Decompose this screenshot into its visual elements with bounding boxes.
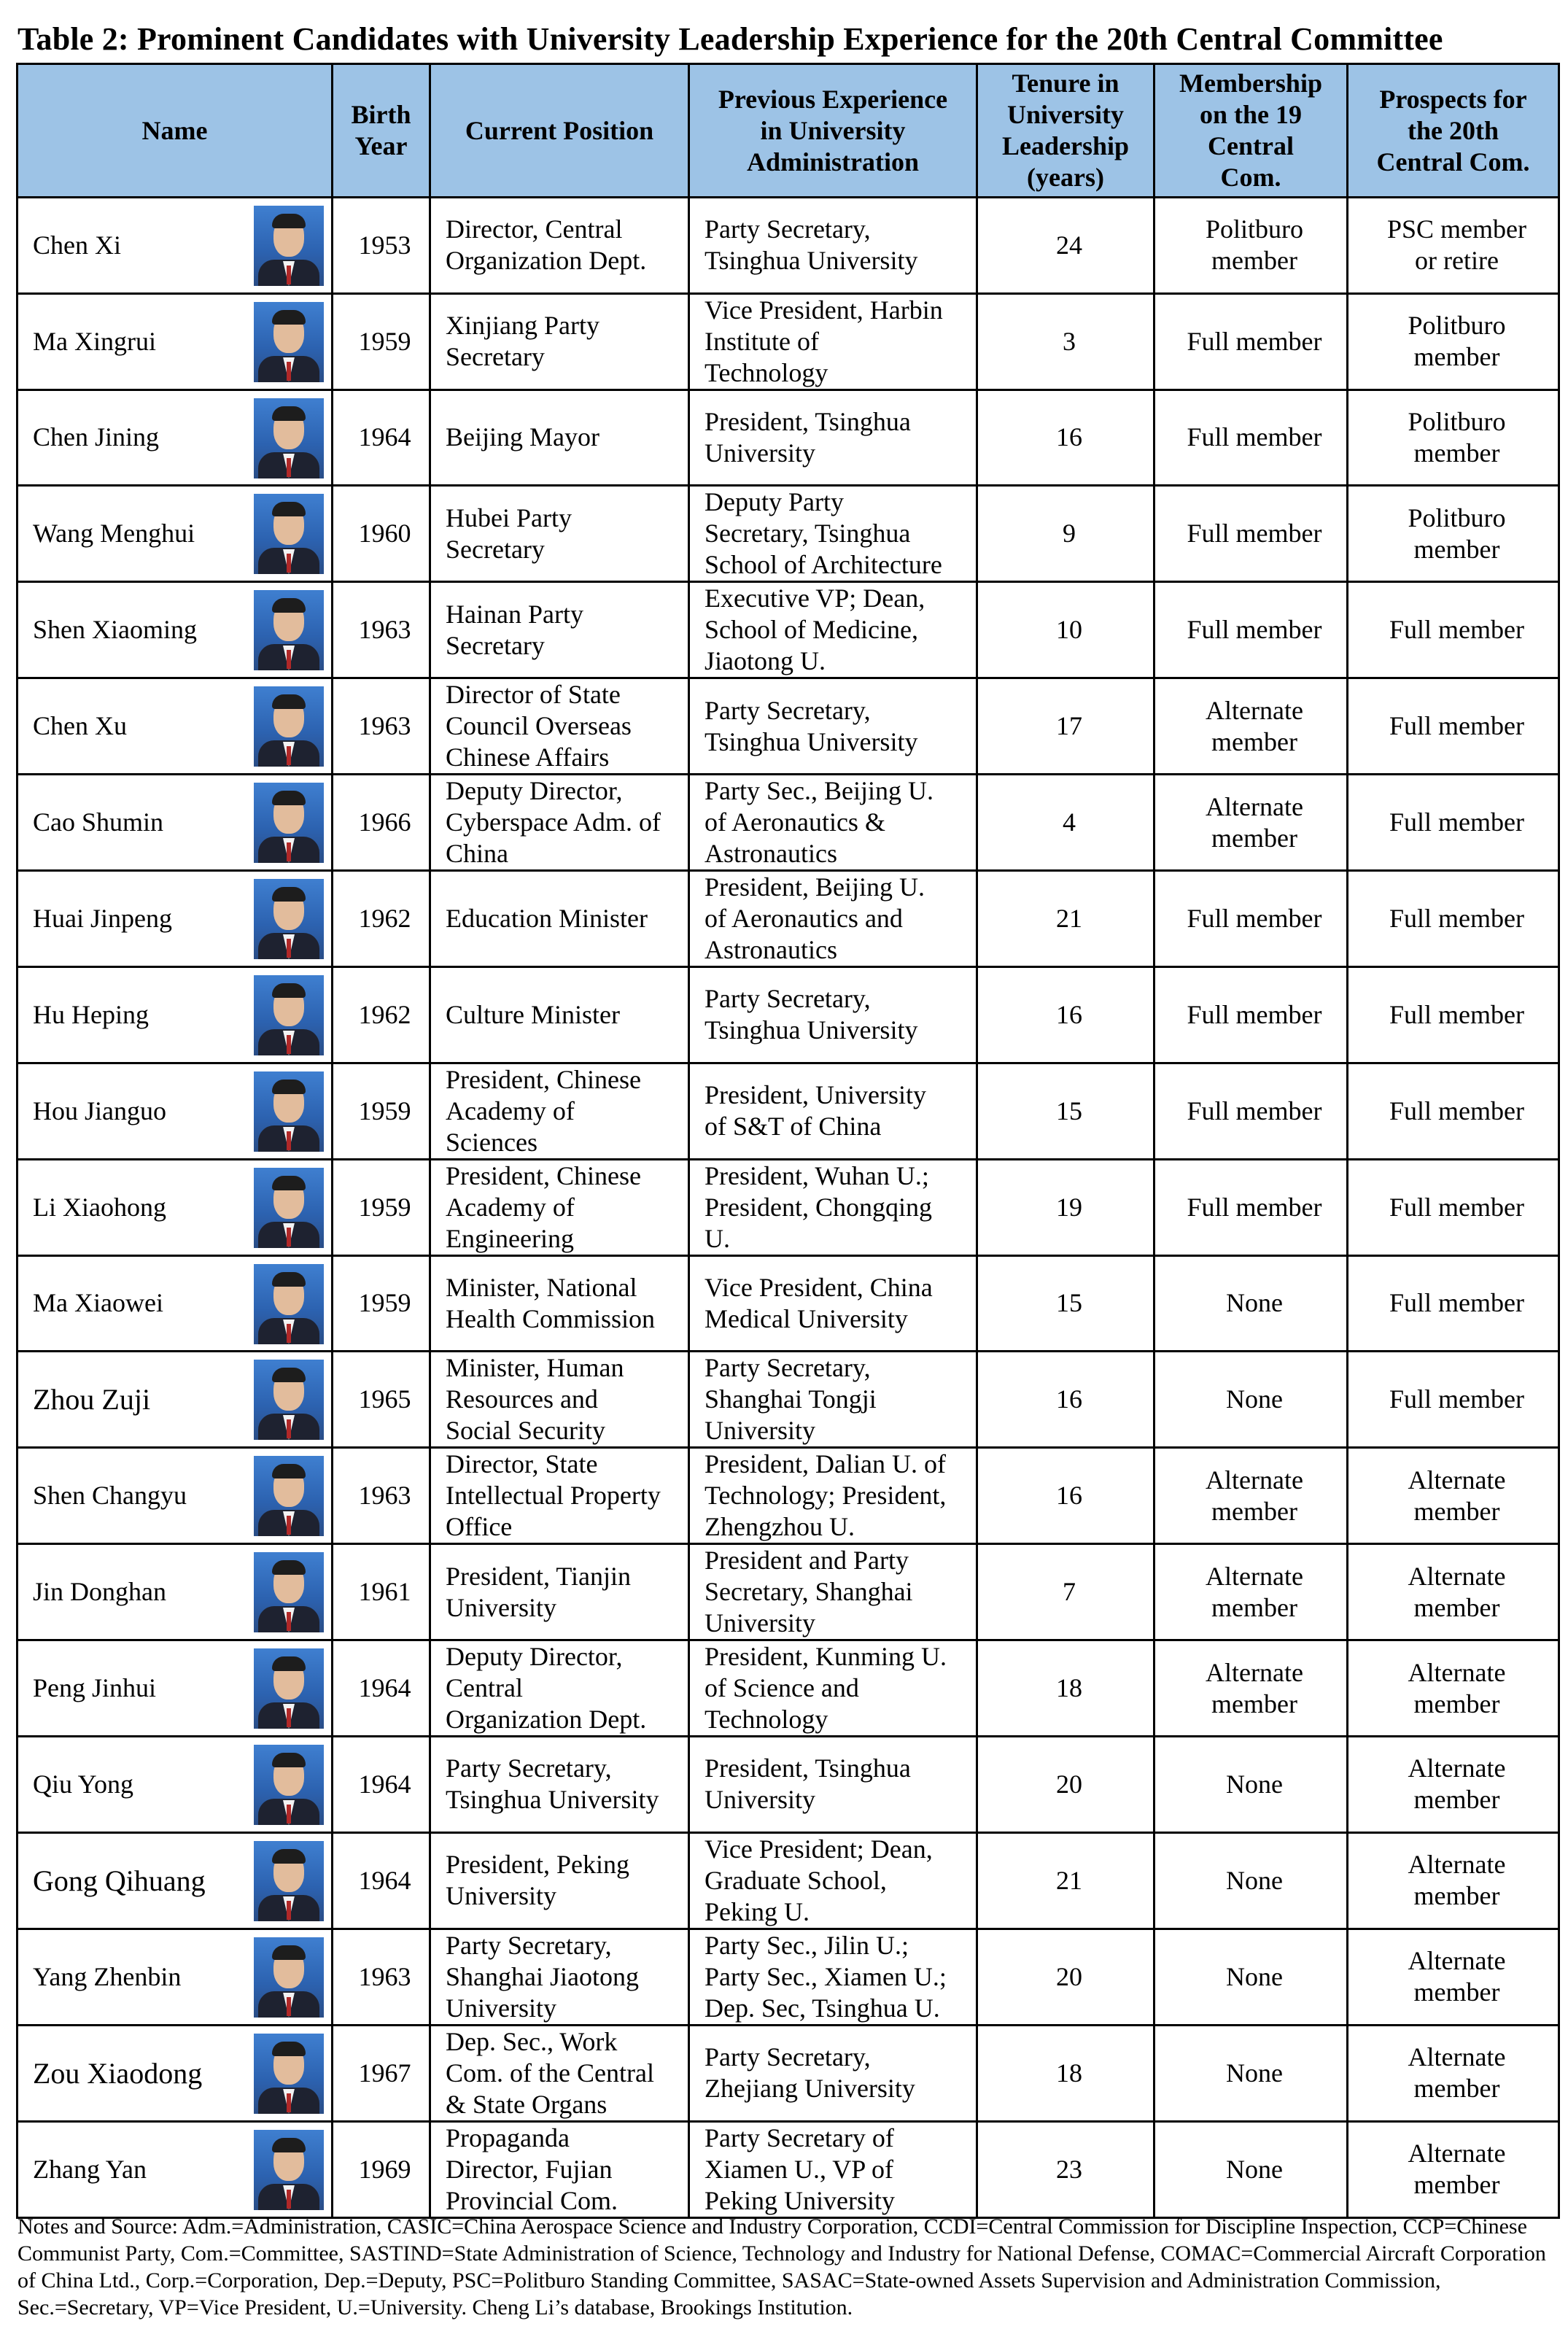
- name-cell: [18, 871, 333, 967]
- prospects-cell: Politburo member: [1348, 486, 1559, 582]
- candidate-photo: [254, 1264, 324, 1344]
- name-cell: [18, 967, 333, 1063]
- birth-year-cell: 1953: [333, 198, 430, 294]
- current-position-cell: Hainan Party Secretary: [430, 582, 689, 678]
- tenure-cell: 18: [977, 1640, 1154, 1737]
- header-tenure: Tenure in University Leadership (years): [977, 64, 1154, 198]
- tenure-cell: 24: [977, 198, 1154, 294]
- name-cell: [18, 1448, 333, 1544]
- table-row: [18, 1737, 1559, 1833]
- current-position-cell: President, Chinese Academy of Sciences: [430, 1063, 689, 1159]
- candidate-name: Ma Xiaowei: [33, 1288, 163, 1318]
- current-position-cell: Minister, Human Resources and Social Security: [430, 1352, 689, 1448]
- name-cell: [18, 390, 333, 486]
- birth-year-cell: 1959: [333, 1063, 430, 1159]
- membership-cell: Alternate member: [1154, 775, 1348, 871]
- current-position-cell: Hubei Party Secretary: [430, 486, 689, 582]
- candidate-name: Gong Qihuang: [33, 1864, 206, 1897]
- candidate-photo: [254, 686, 324, 767]
- candidate-name: Chen Xi: [33, 230, 121, 260]
- membership-cell: Full member: [1154, 967, 1348, 1063]
- tenure-cell: 4: [977, 775, 1154, 871]
- candidate-name: Zou Xiaodong: [33, 2056, 203, 2090]
- name-cell: [18, 1737, 333, 1833]
- header-membership: Membership on the 19 Central Com.: [1154, 64, 1348, 198]
- name-cell: [18, 1544, 333, 1640]
- previous-experience-cell: Party Secretary, Shanghai Tongji University: [689, 1352, 977, 1448]
- tenure-cell: 21: [977, 1832, 1154, 1929]
- candidate-photo: [254, 1648, 324, 1729]
- candidate-name: Jin Donghan: [33, 1577, 166, 1606]
- current-position-cell: President, Peking University: [430, 1832, 689, 1929]
- candidate-photo: [254, 1456, 324, 1536]
- table-row: [18, 1929, 1559, 2025]
- current-position-cell: Culture Minister: [430, 967, 689, 1063]
- candidate-photo: [254, 1168, 324, 1248]
- current-position-cell: Minister, National Health Commission: [430, 1255, 689, 1352]
- membership-cell: None: [1154, 1255, 1348, 1352]
- tenure-cell: 15: [977, 1255, 1154, 1352]
- candidate-photo: [254, 1071, 324, 1152]
- previous-experience-cell: Vice President; Dean, Graduate School, Peking U.: [689, 1832, 977, 1929]
- current-position-cell: Director, Central Organization Dept.: [430, 198, 689, 294]
- membership-cell: None: [1154, 1352, 1348, 1448]
- candidate-photo: [254, 975, 324, 1055]
- candidate-name: Zhang Yan: [33, 2154, 147, 2184]
- tenure-cell: 18: [977, 2025, 1154, 2121]
- candidate-name: Zhou Zuji: [33, 1383, 151, 1416]
- candidate-photo: [254, 2034, 324, 2114]
- candidate-name: Ma Xingrui: [33, 326, 156, 356]
- candidate-photo: [254, 1937, 324, 2018]
- candidate-photo: [254, 494, 324, 574]
- candidate-name: Chen Jining: [33, 422, 160, 452]
- table-row: [18, 967, 1559, 1063]
- table-row: [18, 1448, 1559, 1544]
- table-row: [18, 775, 1559, 871]
- tenure-cell: 16: [977, 1448, 1154, 1544]
- name-cell: [18, 198, 333, 294]
- candidate-name: Peng Jinhui: [33, 1673, 157, 1702]
- previous-experience-cell: Party Secretary, Zhejiang University: [689, 2025, 977, 2121]
- previous-experience-cell: Vice President, China Medical University: [689, 1255, 977, 1352]
- membership-cell: None: [1154, 1929, 1348, 2025]
- name-cell: [18, 1352, 333, 1448]
- membership-cell: Full member: [1154, 486, 1348, 582]
- name-cell: [18, 1063, 333, 1159]
- candidate-name: Hu Heping: [33, 999, 149, 1029]
- name-cell: [18, 678, 333, 775]
- tenure-cell: 16: [977, 1352, 1154, 1448]
- prospects-cell: Full member: [1348, 871, 1559, 967]
- table-row: [18, 678, 1559, 775]
- prospects-cell: Alternate member: [1348, 1544, 1559, 1640]
- tenure-cell: 20: [977, 1737, 1154, 1833]
- header-row: [18, 64, 1559, 198]
- name-cell: [18, 1159, 333, 1255]
- candidate-photo: [254, 2130, 324, 2210]
- birth-year-cell: 1962: [333, 967, 430, 1063]
- previous-experience-cell: Executive VP; Dean, School of Medicine, Jiaotong U.: [689, 582, 977, 678]
- tenure-cell: 16: [977, 390, 1154, 486]
- membership-cell: Full member: [1154, 582, 1348, 678]
- tenure-cell: 19: [977, 1159, 1154, 1255]
- birth-year-cell: 1967: [333, 2025, 430, 2121]
- header-birth-year: Birth Year: [333, 64, 430, 198]
- candidate-photo: [254, 302, 324, 382]
- name-cell: [18, 1832, 333, 1929]
- previous-experience-cell: President and Party Secretary, Shanghai University: [689, 1544, 977, 1640]
- table-row: [18, 293, 1559, 390]
- candidate-name: Shen Changyu: [33, 1481, 187, 1510]
- previous-experience-cell: President, University of S&T of China: [689, 1063, 977, 1159]
- previous-experience-cell: President, Tsinghua University: [689, 390, 977, 486]
- candidates-table: [16, 63, 1560, 2219]
- current-position-cell: Xinjiang Party Secretary: [430, 293, 689, 390]
- prospects-cell: Alternate member: [1348, 2121, 1559, 2217]
- birth-year-cell: 1963: [333, 678, 430, 775]
- candidate-photo: [254, 1552, 324, 1632]
- membership-cell: Alternate member: [1154, 1448, 1348, 1544]
- previous-experience-cell: Party Secretary, Tsinghua University: [689, 198, 977, 294]
- name-cell: [18, 1640, 333, 1737]
- candidate-photo: [254, 590, 324, 670]
- birth-year-cell: 1964: [333, 1832, 430, 1929]
- name-cell: [18, 486, 333, 582]
- header-previous-experience: Previous Experience in University Administration: [689, 64, 977, 198]
- tenure-cell: 21: [977, 871, 1154, 967]
- prospects-cell: Alternate member: [1348, 1737, 1559, 1833]
- table-title: Table 2: Prominent Candidates with University Leadership Experience for the 20th Central Committee: [18, 21, 1443, 57]
- candidate-photo: [254, 1745, 324, 1825]
- name-cell: [18, 1929, 333, 2025]
- tenure-cell: 17: [977, 678, 1154, 775]
- candidate-name: Cao Shumin: [33, 807, 164, 837]
- birth-year-cell: 1963: [333, 1929, 430, 2025]
- tenure-cell: 3: [977, 293, 1154, 390]
- table-row: [18, 2025, 1559, 2121]
- current-position-cell: President, Tianjin University: [430, 1544, 689, 1640]
- previous-experience-cell: President, Kunming U. of Science and Technology: [689, 1640, 977, 1737]
- current-position-cell: President, Chinese Academy of Engineering: [430, 1159, 689, 1255]
- table-row: [18, 871, 1559, 967]
- table-row: [18, 1352, 1559, 1448]
- table-row: [18, 2121, 1559, 2217]
- table-body: [18, 198, 1559, 2218]
- prospects-cell: Politburo member: [1348, 390, 1559, 486]
- candidate-photo: [254, 879, 324, 959]
- candidate-photo: [254, 1360, 324, 1440]
- table-row: [18, 198, 1559, 294]
- candidate-name: Shen Xiaoming: [33, 615, 197, 644]
- prospects-cell: Alternate member: [1348, 1448, 1559, 1544]
- prospects-cell: Full member: [1348, 1063, 1559, 1159]
- name-cell: [18, 2025, 333, 2121]
- prospects-cell: Full member: [1348, 775, 1559, 871]
- membership-cell: None: [1154, 1832, 1348, 1929]
- previous-experience-cell: President, Dalian U. of Technology; President, Zhengzhou U.: [689, 1448, 977, 1544]
- current-position-cell: Education Minister: [430, 871, 689, 967]
- previous-experience-cell: Party Secretary, Tsinghua University: [689, 678, 977, 775]
- current-position-cell: Deputy Director, Cyberspace Adm. of China: [430, 775, 689, 871]
- membership-cell: None: [1154, 2121, 1348, 2217]
- membership-cell: Politburo member: [1154, 198, 1348, 294]
- candidate-name: Huai Jinpeng: [33, 904, 172, 933]
- membership-cell: Full member: [1154, 293, 1348, 390]
- birth-year-cell: 1959: [333, 1159, 430, 1255]
- membership-cell: Alternate member: [1154, 678, 1348, 775]
- membership-cell: Alternate member: [1154, 1640, 1348, 1737]
- birth-year-cell: 1959: [333, 293, 430, 390]
- current-position-cell: Deputy Director, Central Organization Dept.: [430, 1640, 689, 1737]
- birth-year-cell: 1962: [333, 871, 430, 967]
- prospects-cell: Full member: [1348, 1255, 1559, 1352]
- table-row: [18, 582, 1559, 678]
- birth-year-cell: 1961: [333, 1544, 430, 1640]
- candidate-name: Chen Xu: [33, 711, 127, 740]
- membership-cell: None: [1154, 2025, 1348, 2121]
- prospects-cell: PSC member or retire: [1348, 198, 1559, 294]
- name-cell: [18, 582, 333, 678]
- birth-year-cell: 1964: [333, 390, 430, 486]
- candidate-name: Li Xiaohong: [33, 1192, 166, 1222]
- prospects-cell: Politburo member: [1348, 293, 1559, 390]
- candidate-name: Hou Jianguo: [33, 1096, 166, 1125]
- tenure-cell: 10: [977, 582, 1154, 678]
- birth-year-cell: 1969: [333, 2121, 430, 2217]
- prospects-cell: Full member: [1348, 1352, 1559, 1448]
- header-prospects: Prospects for the 20th Central Com.: [1348, 64, 1559, 198]
- table-row: [18, 1063, 1559, 1159]
- birth-year-cell: 1964: [333, 1640, 430, 1737]
- previous-experience-cell: Vice President, Harbin Institute of Technology: [689, 293, 977, 390]
- current-position-cell: Beijing Mayor: [430, 390, 689, 486]
- prospects-cell: Alternate member: [1348, 1640, 1559, 1737]
- previous-experience-cell: Party Sec., Jilin U.; Party Sec., Xiamen U.; Dep. Sec, Tsinghua U.: [689, 1929, 977, 2025]
- birth-year-cell: 1960: [333, 486, 430, 582]
- prospects-cell: Full member: [1348, 678, 1559, 775]
- tenure-cell: 23: [977, 2121, 1154, 2217]
- membership-cell: None: [1154, 1737, 1348, 1833]
- prospects-cell: Alternate member: [1348, 1832, 1559, 1929]
- birth-year-cell: 1963: [333, 1448, 430, 1544]
- membership-cell: Full member: [1154, 871, 1348, 967]
- name-cell: [18, 293, 333, 390]
- prospects-cell: Full member: [1348, 1159, 1559, 1255]
- birth-year-cell: 1963: [333, 582, 430, 678]
- candidate-name: Wang Menghui: [33, 519, 195, 548]
- candidate-photo: [254, 206, 324, 286]
- membership-cell: Full member: [1154, 390, 1348, 486]
- prospects-cell: Alternate member: [1348, 2025, 1559, 2121]
- current-position-cell: Director, State Intellectual Property Office: [430, 1448, 689, 1544]
- previous-experience-cell: Party Secretary, Tsinghua University: [689, 967, 977, 1063]
- table-row: [18, 1640, 1559, 1737]
- tenure-cell: 16: [977, 967, 1154, 1063]
- name-cell: [18, 1255, 333, 1352]
- previous-experience-cell: Party Secretary of Xiamen U., VP of Peking University: [689, 2121, 977, 2217]
- table-row: [18, 1544, 1559, 1640]
- table-row: [18, 390, 1559, 486]
- birth-year-cell: 1965: [333, 1352, 430, 1448]
- notes-and-source: Notes and Source: Adm.=Administration, CASIC=China Aerospace Science and Industry Corporation, CCDI=Central Commission for Discipline Inspection, CCP=Chinese Communist Party, Com.=Committee, SASTIND=State Administration of Science, Technology and Industry for National Defense, COMAC=Commercial Aircraft Corporation of China Ltd., Corp.=Corporation, Dep.=Deputy, PSC=Politburo Standing Committee, SASAC=State-owned Assets Supervision and Administration Commission, Sec.=Secretary, VP=Vice President, U.=University. Cheng Li’s database, Brookings Institution.: [18, 2214, 1546, 2319]
- candidate-name: Qiu Yong: [33, 1769, 134, 1799]
- tenure-cell: 20: [977, 1929, 1154, 2025]
- previous-experience-cell: President, Tsinghua University: [689, 1737, 977, 1833]
- current-position-cell: Director of State Council Overseas Chinese Affairs: [430, 678, 689, 775]
- name-cell: [18, 2121, 333, 2217]
- tenure-cell: 7: [977, 1544, 1154, 1640]
- birth-year-cell: 1964: [333, 1737, 430, 1833]
- current-position-cell: Dep. Sec., Work Com. of the Central & State Organs: [430, 2025, 689, 2121]
- current-position-cell: Party Secretary, Tsinghua University: [430, 1737, 689, 1833]
- candidate-name: Yang Zhenbin: [33, 1961, 182, 1991]
- prospects-cell: Full member: [1348, 582, 1559, 678]
- membership-cell: Full member: [1154, 1159, 1348, 1255]
- membership-cell: Alternate member: [1154, 1544, 1348, 1640]
- previous-experience-cell: President, Beijing U. of Aeronautics and Astronautics: [689, 871, 977, 967]
- table-row: [18, 486, 1559, 582]
- name-cell: [18, 775, 333, 871]
- prospects-cell: Full member: [1348, 967, 1559, 1063]
- current-position-cell: Party Secretary, Shanghai Jiaotong University: [430, 1929, 689, 2025]
- table-row: [18, 1159, 1559, 1255]
- previous-experience-cell: President, Wuhan U.; President, Chongqing U.: [689, 1159, 977, 1255]
- previous-experience-cell: Deputy Party Secretary, Tsinghua School of Architecture: [689, 486, 977, 582]
- tenure-cell: 9: [977, 486, 1154, 582]
- candidate-photo: [254, 783, 324, 863]
- table-row: [18, 1255, 1559, 1352]
- table-row: [18, 1832, 1559, 1929]
- current-position-cell: Propaganda Director, Fujian Provincial Com.: [430, 2121, 689, 2217]
- header-current-position: Current Position: [430, 64, 689, 198]
- membership-cell: Full member: [1154, 1063, 1348, 1159]
- tenure-cell: 15: [977, 1063, 1154, 1159]
- candidate-photo: [254, 1841, 324, 1921]
- birth-year-cell: 1959: [333, 1255, 430, 1352]
- candidate-photo: [254, 398, 324, 478]
- previous-experience-cell: Party Sec., Beijing U. of Aeronautics & Astronautics: [689, 775, 977, 871]
- birth-year-cell: 1966: [333, 775, 430, 871]
- header-name: Name: [18, 64, 333, 198]
- prospects-cell: Alternate member: [1348, 1929, 1559, 2025]
